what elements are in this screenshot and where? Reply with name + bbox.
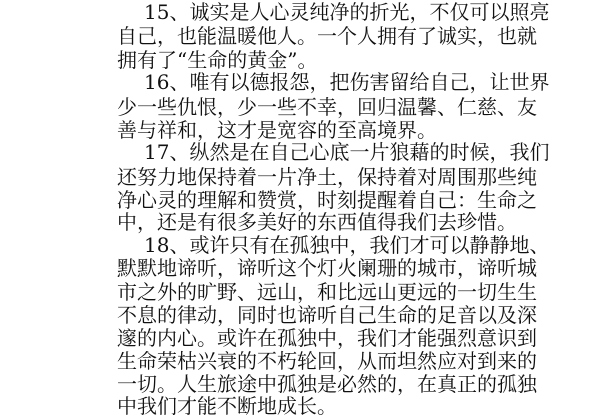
paragraph-16-line-2: 少一些仇恨，少一些不幸，回归温馨、仁慈、友 [117, 95, 537, 119]
paragraph-18-line-7: 一切。人生旅途中孤独是必然的，在真正的孤独 [117, 372, 537, 396]
paragraph-17-line-1: 17、纵然是在自己心底一片狼藉的时候，我们 [144, 140, 550, 164]
paragraph-18-line-1: 18、或许只有在孤独中，我们才可以静静地、 [144, 233, 550, 257]
paragraph-17-line-3: 净心灵的理解和赞赏，时刻提醒着自己：生命之 [117, 188, 537, 212]
paragraph-15-line-2: 自己，也能温暖他人。一个人拥有了诚实，也就 [117, 24, 537, 48]
paragraph-18-line-6: 生命荣枯兴衰的不朽轮回，从而坦然应对到来的 [117, 349, 537, 373]
paragraph-18-line-3: 市之外的旷野、远山，和比远山更远的一切生生 [117, 280, 537, 304]
paragraph-18-line-4: 不息的律动，同时也谛听自己生命的足音以及深 [117, 303, 537, 327]
paragraph-15-line-3: 拥有了“生命的黄金”。 [117, 48, 318, 72]
paragraph-18-line-8: 中我们才能不断地成长。 [117, 394, 337, 418]
paragraph-16-line-3: 善与祥和，这才是宽容的至高境界。 [117, 118, 437, 142]
paragraph-16-line-1: 16、唯有以德报怨，把伤害留给自己，让世界 [144, 70, 550, 94]
paragraph-17-line-2: 还努力地保持着一片净土，保持着对周围那些纯 [117, 165, 537, 189]
paragraph-17-line-4: 中，还是有很多美好的东西值得我们去珍惜。 [117, 210, 517, 234]
paragraph-15-line-1: 15、诚实是人心灵纯净的折光，不仅可以照亮 [144, 0, 550, 24]
paragraph-18-line-5: 邃的内心。或许在孤独中，我们才能强烈意识到 [117, 326, 537, 350]
paragraph-18-line-2: 默默地谛听，谛听这个灯火阑珊的城市，谛听城 [117, 256, 537, 280]
